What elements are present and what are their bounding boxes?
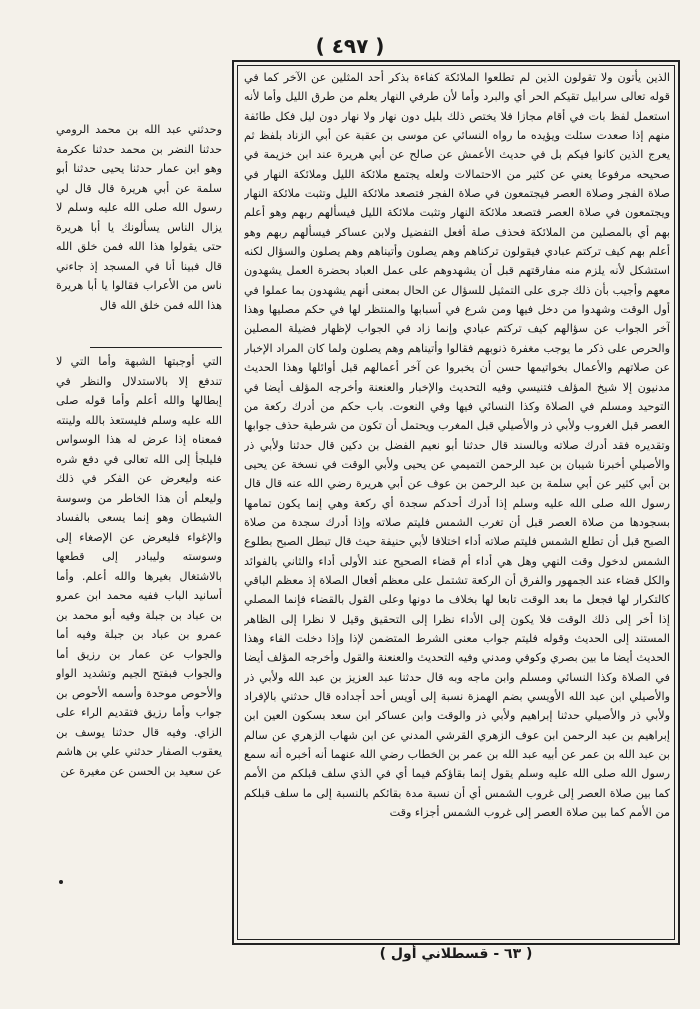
- page-number: ( ٤٩٧ ): [315, 34, 385, 58]
- margin-top-body: وحدثني عبد الله بن محمد الرومي حدثنا النضر بن محمد حدثنا عكرمة وهو ابن عمار حدثنا يحيى حدثنا أبو سلمة عن أبي هريرة قال قال لي رسول الله صلى الله عليه وسلم لا يزال الناس يسألونك يا أبا هريرة حتى يقولوا هذا الله فمن خلق الله قال فبينا أنا في المسجد إذ جاءني ناس من الأعراب فقالوا يا أبا هريرة هذا الله فمن خلق الله قال: [56, 123, 222, 312]
- margin-bottom-body: التي أوجبتها الشبهة وأما التي لا تندفع إلا بالاستدلال والنظر في إبطالها والله أعلم وأما قوله صلى الله عليه وسلم فليستعذ بالله ولينته فمعناه إذا عرض له هذا الوسواس فليلجأ إلى الله تعالى في دفع شره عنه وليعرض عن الفكر في ذلك وليعلم أن هذا الخاطر من وسوسة الشيطان وهو إنما يسعى بالفساد والإغواء فليعرض عن الإصغاء إلى وسوسته وليبادر إلى قطعها بالاشتغال بغيرها والله أعلم. وأما أسانيد الباب ففيه محمد ابن عمرو بن عباد بن جبلة وفيه أبو محمد بن عمرو بن عباد بن جبلة وفيه أما والجواب عن عمار بن رزيق أما والجواب فبفتح الجيم وتشديد الواو والأحوص موحدة وأسمه الأحوص بن جواب وأما رزيق فتقديم الراء على الزاي. وفيه قال حدثنا يوسف بن يعقوب الصفار حدثني علي بن هاشم عن سعيد بن الحسن عن مغيرة عن: [56, 355, 222, 778]
- margin-hadith-text: [56, 120, 222, 344]
- page-footer: ( ٦٣ - قسطلاني أول ): [379, 946, 533, 962]
- margin-dot-mark: [59, 880, 63, 884]
- main-commentary-text: [244, 68, 670, 937]
- main-text-frame: [232, 60, 680, 945]
- main-text-body: الذين يأتون ولا تقولون الذين لم تطلعوا الملائكة كفاءة بذكر أحد المثلين عن الآخر كما في قوله تعالى سرابيل تقيكم الحر أي والبرد وأما لأن طرفي النهار يعلم من طرق الليل وأما لأنه استعمل لفظ بات في أقام مجازا فلا يختص ذلك بليل دون نهار ولا نهار دون ليل فكل طائفة منهم إذا صعدت سئلت ويؤيده ما رواه النسائي عن موسى بن عقبة عن أبي الزناد بلفظ ثم يعرج الذين كانوا فيكم بل في حديث الأعمش عن صالح عن أبي هريرة عند ابن خزيمة في صحيحه مرفوعا يعني عن كثير من الاحتمالات ولعله يجتمع ملائكة الليل وملائكة النهار في صلاة الفجر وصلاة العصر فيجتمعون في صلاة الفجر فتصعد ملائكة الليل وتثبت ملائكة النهار ويجتمعون في صلاة العصر فتصعد ملائكة النهار وتثبت ملائكة الليل فيسألهم ربهم وهو أعلم بهم أي بالمصلين من الملائكة فحذف صلة أفعل التفضيل ولابن عساكر فيسألهم ربهم وهو أعلم بهم كيف تركتم عبادي فيقولون تركناهم وهم يصلون وأتيناهم وهم يصلون والسؤال لكنه استشكل لأنه يلزم منه مفارقتهم قبل أن يشهدوهم على عمل العباد بحضرة العمل يشهدون معهم وأجيب بأن ذلك جرى على التمثيل للسؤال عن الحال بمعنى أنهم يشهدون بما عملوا في أول الوقت وشهدوا من دخل فيها ومن شرع في أسبابها والمنتظر لها في حكم مصليها وهذا آخر الجواب عن سؤالهم كيف تركتم عبادي وإنما زاد في الجواب لإظهار فضيلة المصلين والحرص على ذكر ما يوجب مغفرة ذنوبهم فقالوا وأتيناهم وهم يصلون ولما كان المراد الإخبار عن صلاتهم والأعمال بخواتيمها حسن أن يخبروا عن آخر أعمالهم قبل أوائلها وهذا الحديث مدنيون إلا شيخ المؤلف فتنيسي وفيه التحديث والإخبار والعنعنة وأخرجه المؤلف أيضا في التوحيد ومسلم في الصلاة وكذا النسائي فيها وفي النعوت. باب حكم من أدرك ركعة من العصر قبل الغروب ولأبي ذر والأصيلي قبل المغرب ويحتمل أن تكون من شرطية حذف جوابها وتقديره فقد أدرك صلاته وبالسند قال حدثنا أبو نعيم الفضل بن دكين قال حدثنا ولأبي ذر والأصيلي أخبرنا شيبان بن عبد الرحمن التميمي عن يحيى ولأبي الوقت في نسخة عن يحيى بن أبي كثير عن أبي سلمة بن عبد الرحمن بن عوف عن أبي هريرة رضي الله عنه قال قال رسول الله صلى الله عليه وسلم إذا أدرك أحدكم سجدة أي ركعة وهي إنما يكون تمامها بسجودها من صلاة العصر قبل أن تغرب الشمس فليتم صلاته وإذا أدرك سجدة من صلاة الصبح قبل أن تطلع الشمس فليتم صلاته أداء اختلافا لأبي حنيفة حيث قال تبطل الصبح بطلوع الشمس لدخول وقت النهي وهل هي أداء أم قضاء الصحيح عند الأولى أداء والثاني بالفوائد والكل قضاء عند الجمهور والفرق أن الركعة تشتمل على معظم أفعال الصلاة إذ معظم الباقي كالتكرار لها فجعل ما بعد الوقت تابعا لها بخلاف ما دونها وعلى القول بالقضاء فإنما المصلي إذا أخر إلى ذلك الوقت فلا يكون إلى الأداء نظرا إلى التحقيق وقيل لا نظرا إلى الظاهر المستند إلى الحديث وقوله فليتم جواب معنى الشرط المتضمن لإذا وإذا دخلت الفاء وهذا الحديث أيضا ما بين بصري وكوفي ومدني وفيه التحديث والعنعنة والقول وأخرجه المؤلف أيضا في الصلاة وكذا النسائي ومسلم وابن ماجه وبه قال حدثنا عبد العزيز بن عبد الله ولأبي ذر والأصيلي ابن عبد الله الأويسي بضم الهمزة نسبة إلى أويس أحد أجداده قال حدثني بالإفراد ولأبي ذر والأصيلي حدثنا إبراهيم ولأبي ذر والوقت وابن عساكر ابن سعد بسكون العين ابن إبراهيم بن عبد الرحمن ابن عوف الزهري القرشي المدني عن ابن شهاب الزهري عن سالم بن عبد الله بن عمر عن أبيه عبد الله بن عمر بن الخطاب رضي الله عنهما أنه أخبره أنه سمع رسول الله صلى الله عليه وسلم يقول إنما بقاؤكم فيما أي في الذي سلف قبلكم من الأمم كما بين صلاة العصر إلى غروب الشمس أي أن نسبة مدة بقائكم بالنسبة إلى ما سلف قبلكم من الأمم كما بين صلاة العصر إلى غروب الشمس أجزاء وقت: [244, 71, 670, 820]
- margin-divider: [90, 347, 222, 348]
- margin-commentary-text: [56, 352, 222, 854]
